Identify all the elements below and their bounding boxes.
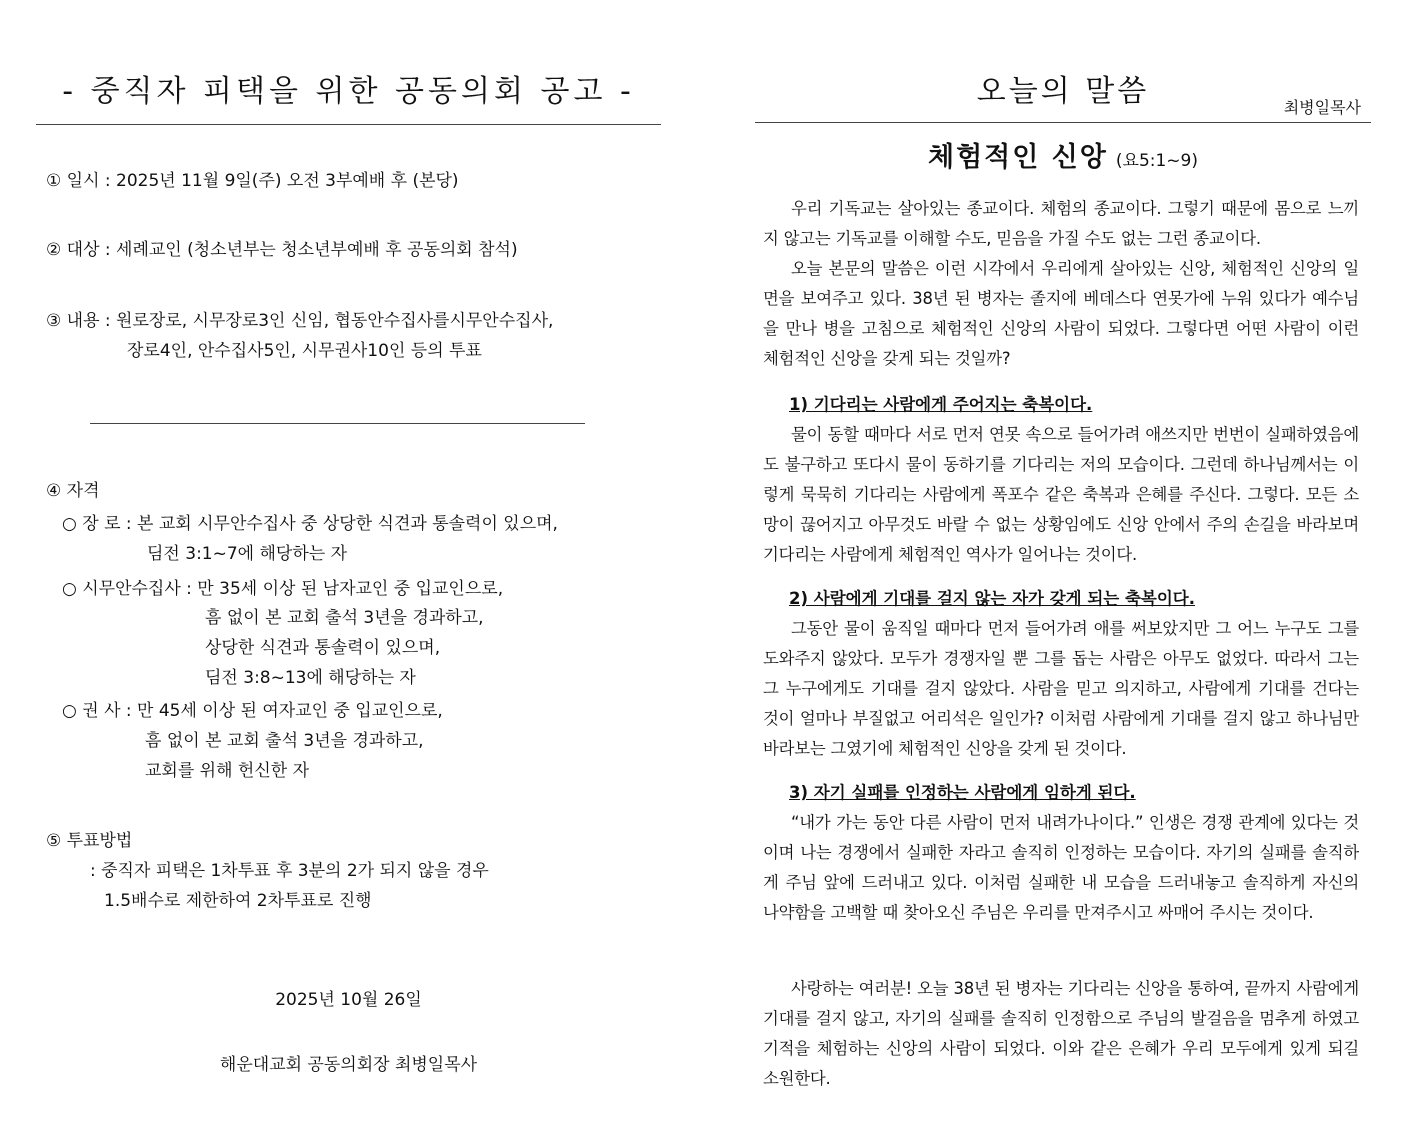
item-voting-line2: 1.5배수로 제한하여 2차투표로 진행	[104, 891, 372, 911]
sermon-scripture-ref: (요5:1~9)	[1115, 151, 1198, 171]
kwonsa-qualification-line1: ○ 권 사 : 만 45세 이상 된 여자교인 중 입교인으로,	[62, 701, 443, 721]
elder-qualification-line2: 딤전 3:1~7에 해당하는 자	[147, 544, 348, 564]
announcement-signature: 해운대교회 공동의회장 최병일목사	[219, 1055, 478, 1075]
intro-paragraph-1-text: 우리 기독교는 살아있는 종교이다. 체험의 종교이다. 그렇기 때문에 몸으로 느끼지 않고는 기독교를 이해할 수도, 믿음을 가질 수도 없는 그런 종교이다.	[763, 199, 1359, 248]
item-content-line2: 장로4인, 안수집사5인, 시무권사10인 등의 투표	[127, 341, 482, 361]
intro-paragraph-1	[763, 194, 1359, 254]
point-2-heading: 2) 사람에게 기대를 걸지 않는 자가 갖게 되는 축복이다.	[789, 589, 1195, 608]
announcement-date: 2025년 10월 26일	[275, 990, 422, 1010]
kwonsa-qualification-line3: 교회를 위해 헌신한 자	[145, 761, 310, 781]
point-2-text: 그동안 물이 움직일 때마다 먼저 들어가려 애를 써보았지만 그 어느 누구도 그를 도와주지 않았다. 모두가 경쟁자일 뿐 그를 돕는 사람은 아무도 없었다. 따라서 그는 그 누구에게도 기대를 걸지 않았다. 사람을 믿고 의지하고, 사람에게 기대를 건다는 것이 얼마나 부질없고 어리석은 일인가? 이처럼 사람에게 기대를 걸지 않고 하나님만 바라보는 그였기에 체험적인 신앙을 갖게 된 것이다.	[763, 619, 1359, 758]
deacon-qualification-line4: 딤전 3:8~13에 해당하는 자	[205, 668, 416, 688]
item-voting-title: ⑤ 투표방법	[46, 831, 133, 851]
item-qualification-title: ④ 자격	[46, 481, 100, 501]
point-3-heading: 3) 자기 실패를 인정하는 사람에게 임하게 된다.	[789, 783, 1136, 802]
conclusion-text: 사랑하는 여러분! 오늘 38년 된 병자는 기다리는 신앙을 통하여, 끝까지 사람에게 기대를 걸지 않고, 자기의 실패를 솔직히 인정함으로 주님의 발걸음을 멈추게 하였고 기적을 체험하는 신앙의 사람이 되었다. 이와 같은 은혜가 우리 모두에게 있게 되길 소원한다.	[763, 979, 1359, 1088]
deacon-qualification-line3: 상당한 식견과 통솔력이 있으며,	[205, 638, 441, 658]
deacon-qualification-line1: ○ 시무안수집사 : 만 35세 이상 된 남자교인 중 입교인으로,	[62, 579, 504, 599]
item-voting-line1: : 중직자 피택은 1차투표 후 3분의 2가 되지 않을 경우	[90, 861, 489, 881]
conclusion-paragraph	[763, 974, 1359, 1094]
point-1-paragraph	[763, 420, 1359, 570]
intro-paragraph-2-text: 오늘 본문의 말씀은 이런 시각에서 우리에게 살아있는 신앙, 체험적인 신앙의 일면을 보여주고 있다. 38년 된 병자는 졸지에 베데스다 연못가에 누워 있다가 예수님을 만나 병을 고침으로 체험적인 신앙의 사람이 되었다. 그렇다면 어떤 사람이 이런 체험적인 신앙을 갖게 되는 것일까?	[763, 259, 1359, 368]
point-1-heading: 1) 기다리는 사람에게 주어지는 축복이다.	[789, 395, 1093, 414]
item-target: ② 대상 : 세례교인 (청소년부는 청소년부예배 후 공동의회 참석)	[46, 240, 518, 260]
point-1-text: 물이 동할 때마다 서로 먼저 연못 속으로 들어가려 애쓰지만 번번이 실패하였음에도 불구하고 또다시 물이 동하기를 기다리는 저의 모습이다. 그런데 하나님께서는 이렇게 묵묵히 기다리는 사람에게 폭포수 같은 축복과 은혜를 주신다. 그렇다. 모든 소망이 끊어지고 아무것도 바랄 수 없는 상황임에도 신앙 안에서 주의 손길을 바라보며 기다리는 사람에게 체험적인 역사가 일어나는 것이다.	[763, 425, 1359, 564]
sermon-author: 최병일목사	[1283, 98, 1361, 117]
point-3-paragraph	[763, 808, 1359, 928]
section-divider	[90, 423, 585, 424]
title-divider	[36, 124, 661, 125]
point-2-paragraph	[763, 614, 1359, 764]
elder-qualification-line1: ○ 장 로 : 본 교회 시무안수집사 중 상당한 식견과 통솔력이 있으며,	[62, 514, 558, 534]
sermon-section-title: 오늘의 말씀	[976, 74, 1150, 109]
intro-paragraph-2	[763, 254, 1359, 374]
item-content-line1: ③ 내용 : 원로장로, 시무장로3인 신임, 협동안수집사를시무안수집사,	[46, 311, 554, 331]
item-date: ① 일시 : 2025년 11월 9일(주) 오전 3부예배 후 (본당)	[46, 171, 459, 191]
sermon-title: 체험적인 신앙	[927, 142, 1108, 173]
point-3-text: “내가 가는 동안 다른 사람이 먼저 내려가나이다.” 인생은 경쟁 관계에 있다는 것이며 나는 경쟁에서 실패한 자라고 솔직히 인정하는 모습이다. 자기의 실패를 솔직하게 주님 앞에 드러내고 있다. 이처럼 실패한 내 모습을 드러내놓고 솔직하게 자신의 나약함을 고백할 때 찾아오신 주님은 우리를 만져주시고 싸매어 주시는 것이다.	[763, 813, 1359, 922]
deacon-qualification-line2: 흠 없이 본 교회 출석 3년을 경과하고,	[205, 608, 484, 628]
sermon-title-divider	[755, 122, 1371, 123]
kwonsa-qualification-line2: 흠 없이 본 교회 출석 3년을 경과하고,	[145, 731, 424, 751]
announcement-title: - 중직자 피택을 위한 공동의회 공고 -	[62, 74, 635, 109]
sermon-heading	[755, 140, 1371, 179]
